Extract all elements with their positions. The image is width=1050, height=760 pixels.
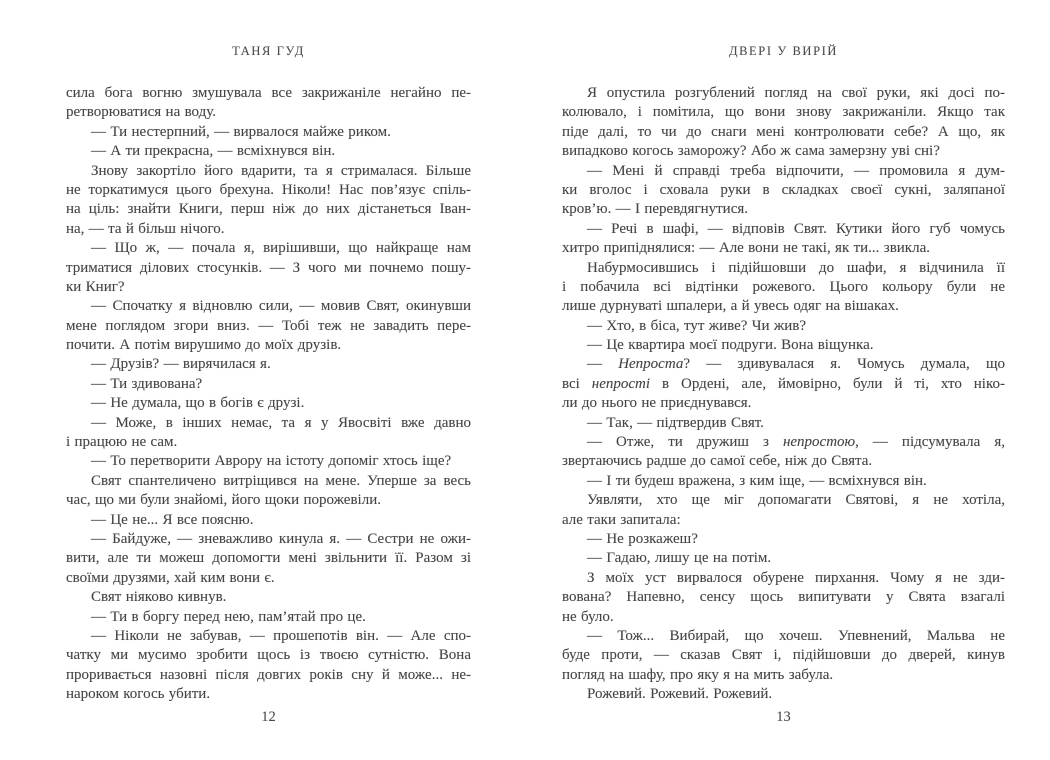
text-line: вована? Напевно, сенсу щось випитувати у Свята взагалі [562,589,1005,606]
text-line: — А ти прекрасна, — всміхнувся він. [91,143,336,160]
text-line: і побачила всі відтінки рожевого. Цього кольору були не [562,278,1005,295]
text-line: — Може, в інших немає, та я у Явосвіті вже давно [91,414,471,431]
text-line: — Мені й справді треба відпочити, — промовила я дум- [587,162,1005,179]
text-line: — Хто, в біса, тут живе? Чи жив? [587,317,807,334]
running-header-title: ДВЕРІ У ВИРІЙ [728,44,839,58]
text-line: хитро припіднялися: — Але вони не такі, як ти... звикла. [562,240,930,257]
text-line: — Спочатку я відновлю сили, — мовив Свят, окинувши [91,298,471,315]
text-line: ки вголос і сховала руки в складках своєї сукні, заляпаної [562,181,1005,198]
text-line: З моїх уст вирвалося обурене пирхання. Чому я не зди- [587,569,1005,586]
text-line: триматися ділових стосунків. — З чого ми почнемо пошу- [66,259,471,276]
running-header-author: ТАНЯ ГУД [232,44,305,58]
text-line: — Ніколи не забував, — прошепотів він. — Але спо- [91,627,471,644]
text-line: — Ти здивована? [91,375,203,392]
text-line: — Отже, ти дружиш з непростою, — підсумувала я, [587,434,1005,451]
text-line: Набурмосившись і підійшовши до шафи, я відчинила її [587,259,1005,276]
text-line: Я опустила розгублений погляд на свої руки, які досі по- [587,85,1005,101]
text-line: — Це не... Я все поясню. [91,511,254,528]
text-column-right [562,84,1005,705]
text-line: звертаючись радше до самої себе, ніж до Свята. [562,453,873,470]
text-line: — Що ж, — почала я, вирішивши, що найкраще нам [91,240,471,257]
text-line: всі непрості в Ордені, але, ймовірно, були й ті, хто ніко- [562,375,1005,392]
text-line: — Тож... Вибирай, що хочеш. Упевнений, Мальва не [587,627,1005,644]
page-number-right: 13 [776,709,791,725]
text-line: погляд на шафу, про яку я на мить забула. [562,666,834,683]
text-line: вити, але ти можеш допомогти мені звільнити її. Разом зі [66,550,471,567]
text-column-left [66,84,471,705]
text-line: — Не думала, що в богів є друзі. [91,395,305,412]
text-line: — Непроста? — здивувалася я. Чомусь думала, що [587,356,1005,373]
text-line: на, — та й більш нічого. [66,220,225,237]
text-line: чатку ми мусимо зробити щось із твоєю сутністю. Вона [66,647,471,664]
text-line: піде далі, то чи до снаги мені контролювати себе? А що, як [562,123,1005,140]
text-line: випадково когось заморожу? Або ж сама замерзну уві сні? [562,143,940,160]
text-line: — Речі в шафі, — відповів Свят. Кутики його губ чомусь [587,220,1005,237]
text-line: проривається назовні після довгих років сну й може... не- [66,666,471,683]
text-line: ретворюватися на воду. [66,104,217,121]
text-line: але таки запитала: [562,511,681,528]
text-line: на ціль: знайти Книги, перш ніж до них дістанеться Іван- [66,201,471,218]
text-line: — Це квартира моєї подруги. Вона віщунка. [587,337,874,354]
text-line: — То перетворити Аврору на істоту допоміг хтось іще? [91,453,452,470]
text-line: — Ти нестерпний, — вирвалося майже риком. [91,123,391,140]
text-line: ки Книг? [66,278,125,295]
text-line: — Ти в боргу перед нею, пам’ятай про це. [91,608,366,625]
text-line: — Так, — підтвердив Свят. [587,414,764,431]
text-line: Рожевий. Рожевий. Рожевий. [587,686,773,703]
text-line: Свят ніяково кивнув. [91,589,227,606]
text-line: ли до нього не приєднувався. [562,395,752,412]
text-line: Свят спантеличено витріщився на мене. Уперше за весь [91,472,471,489]
text-line: — Друзів? — вирячилася я. [91,356,271,373]
text-line: сила бога вогню змушувала все закрижаніле негайно пе- [66,85,471,101]
text-line: — Байдуже, — зневажливо кинула я. — Сестри не ожи- [91,530,471,547]
text-line: мене поглядом згори вниз. — Тобі теж не завадить пере- [66,317,471,334]
text-line: Знову закортіло його вдарити, та я стрималася. Більше [91,162,471,179]
text-line: час, що ми були знайомі, його щоки порожевіли. [66,492,381,509]
text-line: і працюю не сам. [66,434,178,451]
text-line: своїми друзями, хай ким вони є. [66,569,275,586]
text-line: колювало, і помітила, що вони знову закрижаніли. Якщо так [562,104,1005,121]
text-line: кров’ю. — І перевдягнутися. [562,201,749,218]
text-line: почити. А потім вирушимо до моїх друзів. [66,337,342,354]
page-number-left: 12 [261,709,276,725]
text-line: лише дурнуваті шпалери, а й увесь одяг на вішаках. [562,298,899,315]
text-line: буде проти, — сказав Свят і, підійшовши до дверей, кинув [562,647,1005,664]
text-line: не було. [562,608,614,625]
text-line: — І ти будеш вражена, з ким іще, — всміхнувся він. [587,472,927,489]
text-line: — Не розкажеш? [587,530,698,547]
text-line: нароком когось убити. [66,686,211,703]
text-line: не торкатимуся цього брехуна. Ніколи! Нас пов’язує спіль- [66,181,471,198]
text-line: — Гадаю, лишу це на потім. [587,550,772,567]
text-line: Уявляти, хто ще міг допомагати Святові, я не хотіла, [587,492,1005,509]
